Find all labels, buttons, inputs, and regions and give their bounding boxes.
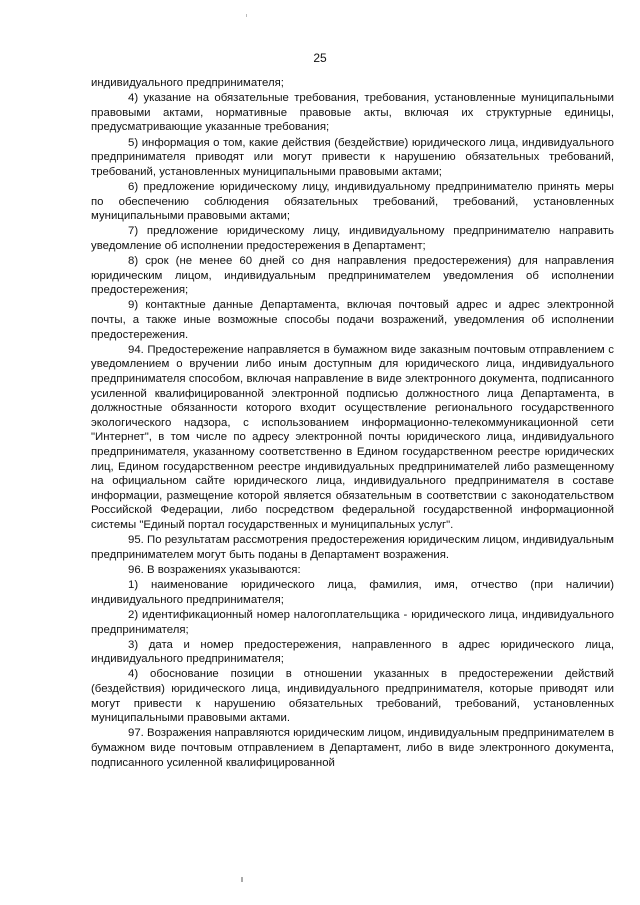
paragraph-96: 96. В возражениях указываются: — [128, 563, 301, 576]
paragraph-96-item-2: 2) идентификационный номер налогоплательщика - юридического лица, индивидуального предпринимателя; — [91, 608, 614, 636]
paragraph-item-5: 5) информация о том, какие действия (бездействие) юридического лица, индивидуального предпринимателя приводят или могут привести к нарушению обязательных требований, требований, установленных муниципальными правовыми актами; — [91, 136, 614, 178]
scan-mark — [246, 14, 247, 17]
paragraph-item-7: 7) предложение юридическому лицу, индивидуальному предпринимателю направить уведомление об исполнении предостережения в Департамент; — [91, 225, 614, 252]
paragraph-97: 97. Возражения направляются юридическим лицом, индивидуальным предпринимателем в бумажном виде почтовым отправлением в Департамент, либо в виде электронного документа, подписанного усиленной квалифицированной — [91, 727, 614, 769]
page-number: 25 — [313, 51, 327, 65]
paragraph-96-item-1: 1) наименование юридического лица, фамилия, имя, отчество (при наличии) индивидуального предпринимателя; — [91, 579, 614, 606]
paragraph-item-6: 6) предложение юридическому лицу, индивидуальному предпринимателю принять меры по обеспечению соблюдения обязательных требований, требований, установленных муниципальными правовыми актами; — [91, 180, 614, 223]
paragraph-item-4: 4) указание на обязательные требования, требования, установленные муниципальными правовыми актами, нормативные правовые акты, включая их структурные единицы, предусматривающие указанные требования; — [91, 92, 614, 134]
paragraph-96-item-4: 4) обоснование позиции в отношении указанных в предостережении действий (бездействия) юридического лица, индивидуального предпринимателя, которые приводят или могут привести к нарушению обязательных требований, требований, установленных муниципальными правовыми актами. — [91, 668, 614, 725]
document-body — [91, 76, 614, 770]
paragraph-95: 95. По результатам рассмотрения предостережения юридическим лицом, индивидуальным предпринимателем могут быть поданы в Департамент возражения. — [91, 534, 614, 561]
paragraph-item-9: 9) контактные данные Департамента, включая почтовый адрес и адрес электронной почты, а также иные возможные способы подачи возражений, уведомления об исполнении предостережения. — [91, 299, 614, 341]
paragraph-96-item-3: 3) дата и номер предостережения, направленного в адрес юридического лица, индивидуального предпринимателя; — [91, 638, 614, 666]
paragraph-item-8: 8) срок (не менее 60 дней со дня направления предостережения) для направления юридическим лицом, индивидуальным предпринимателем уведомления об исполнении предостережения; — [91, 255, 614, 297]
paragraph-94: 94. Предостережение направляется в бумажном виде заказным почтовым отправлением с уведомлением о вручении либо иным доступным для юридического лица, индивидуального предпринимателя способом, включая направление в виде электронного документа, подписанного усиленной квалифицированной электронной подписью должностного лица Департамента, в должностные обязанности которого входит осуществление регионального государственного экологического надзора, с использованием информационно-телекоммуникационной сети "Интернет", в том числе по адресу электронной почты юридического лица, индивидуального предпринимателя, указанному соответственно в Едином государственном реестре юридических лиц, Едином государственном реестре индивидуальных предпринимателей либо размещенному на официальном сайте юридического лица, индивидуального предпринимателя в составе информации, размещение которой является обязательным в соответствии с законодательством Российской Федерации, либо посредством федеральной государственной информационной системы "Единый портал государственных и муниципальных услуг". — [91, 343, 614, 531]
scan-mark — [241, 877, 243, 882]
paragraph-continuation: индивидуального предпринимателя; — [91, 77, 284, 89]
